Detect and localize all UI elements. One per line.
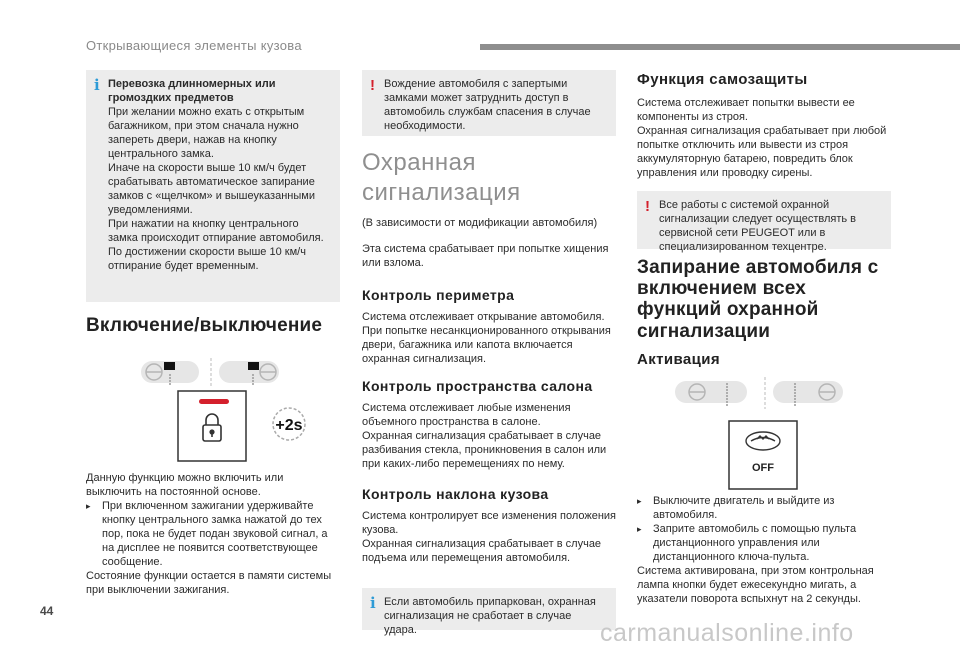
interior-text: Система отслеживает любые изменения объемного пространства в салоне. (362, 402, 571, 429)
heading-selfprotect: Функция самозащиты (637, 71, 808, 88)
info-box-line: При нажатии на кнопку центрального замка происходит отпирание автомобиля. (108, 217, 324, 244)
list-item-text: Выключите двигатель и выйдите из автомобиля. (653, 494, 835, 521)
intro: Эта система срабатывает при попытке хищения или взлома. (362, 242, 609, 269)
list-item-text: При включенном зажигании удерживайте кнопку центрального замка нажатой до тех пор, пока не будет подан звуковой сигнал, а на дисплее не появится соответствующее сообщение. (102, 500, 328, 568)
list-item (637, 495, 891, 523)
interior-text: Охранная сигнализация срабатывает в случае разбивания стекла, проникновения в салон или при каких-либо перемещениях по нему. (362, 430, 607, 471)
header-bar (480, 44, 960, 50)
arrow-bullet-icon: ▸ (86, 501, 91, 512)
list-item (86, 500, 340, 570)
timer-2s-icon (273, 408, 305, 440)
heading-perimeter: Контроль периметра (362, 286, 515, 303)
paragraph: Состояние функции остается в памяти системы при выключении зажигания. (86, 569, 332, 596)
warning-box-locked-driving (362, 70, 616, 136)
page-header-title: Открывающиеся элементы кузова (86, 38, 302, 53)
arrow-bullet-icon: ▸ (637, 495, 642, 506)
selfprotect-text: Система отслеживает попытки вывести ее компоненты из строя. (637, 97, 855, 124)
list-item-text: Заприте автомобиль с помощью пульта дистанционного управления или дистанционного ключа-пульта. (653, 522, 857, 563)
list-item (637, 523, 891, 565)
perimeter-text: Система отслеживает открывание автомобиля. При попытке несанкционированного открывания двери, багажника или капота включается охранная сигнализация. (362, 310, 611, 365)
column-1 (86, 70, 340, 598)
info-icon: i (370, 593, 376, 612)
section-heading-onoff: Включение/выключение (86, 315, 323, 336)
info-box-line: Иначе на скорости выше 10 км/ч будет срабатывать автоматическое запирание замков с «щелчком» и вышеуказанными уведомлениями. (108, 161, 315, 216)
arrow-bullet-icon: ▸ (637, 523, 642, 534)
steering-wheel-icon (141, 361, 199, 385)
warning-text: Все работы с системой охранной сигнализации следует осуществлять в сервисной сети PEUGEOT или в специализированном техцентре. (659, 198, 856, 253)
info-box-title: Перевозка длинномерных или громоздких предметов (108, 78, 276, 104)
heading-tilt: Контроль наклона кузова (362, 486, 549, 503)
heading-interior: Контроль пространства салона (362, 378, 593, 395)
selfprotect-text: Охранная сигнализация срабатывает при любой попытке отключить или вывести из строя аккумуляторную батарею, повредить блок управления или проводку сирены. (637, 124, 887, 179)
paragraph: Данную функцию можно включить или выключить на постоянной основе. (86, 472, 284, 499)
figure-lock-button (86, 358, 340, 466)
warning-text: Вождение автомобиля с запертыми замками может затруднить доступ в автомобиль службам спасения в случае необходимости. (384, 78, 591, 132)
tilt-text: Система контролирует все изменения положения кузова. (362, 509, 617, 536)
info-box-line: По достижении скорости выше 10 км/ч отпирание будет временным. (108, 245, 306, 272)
column-2 (362, 70, 617, 636)
info-box-parked (362, 588, 616, 636)
heading-lock-full-alarm: Запирание автомобиля с включением всех функций охранной сигнализации (637, 256, 879, 342)
info-box-long-items (86, 70, 340, 302)
steering-wheel-icon (773, 381, 843, 407)
steering-wheel-icon (675, 381, 747, 407)
watermark: carmanualsonline.info (600, 619, 854, 647)
tilt-text: Охранная сигнализация срабатывает в случае подъема или перемещения автомобиля. (362, 537, 602, 564)
closing-text: Система активирована, при этом контрольная лампа кнопки будет ежесекундно мигать, а указатели поворота вспыхнут на 2 секунды. (637, 564, 874, 605)
info-box-line: При желании можно ехать с открытым багажником, при этом сначала нужно запереть двери, нажав на кнопку центрального замка. (108, 105, 305, 160)
figure-alarm-button (637, 377, 891, 491)
column-3 (637, 70, 891, 607)
warning-box-service (637, 191, 891, 253)
info-icon: i (94, 76, 100, 94)
warning-icon: ! (370, 77, 375, 94)
warning-icon: ! (645, 197, 650, 215)
timer-label: +2s (275, 417, 303, 435)
heading-activation: Активация (637, 350, 721, 368)
page-number: 44 (40, 604, 54, 618)
off-label: OFF (752, 461, 774, 474)
info-text: Если автомобиль припаркован, охранная сигнализация не сработает в случае удара. (384, 595, 596, 636)
big-title-alarm: Охранная сигнализация (362, 149, 521, 207)
subtitle: (В зависимости от модификации автомобиля) (362, 216, 598, 229)
steering-wheel-icon (219, 361, 279, 385)
